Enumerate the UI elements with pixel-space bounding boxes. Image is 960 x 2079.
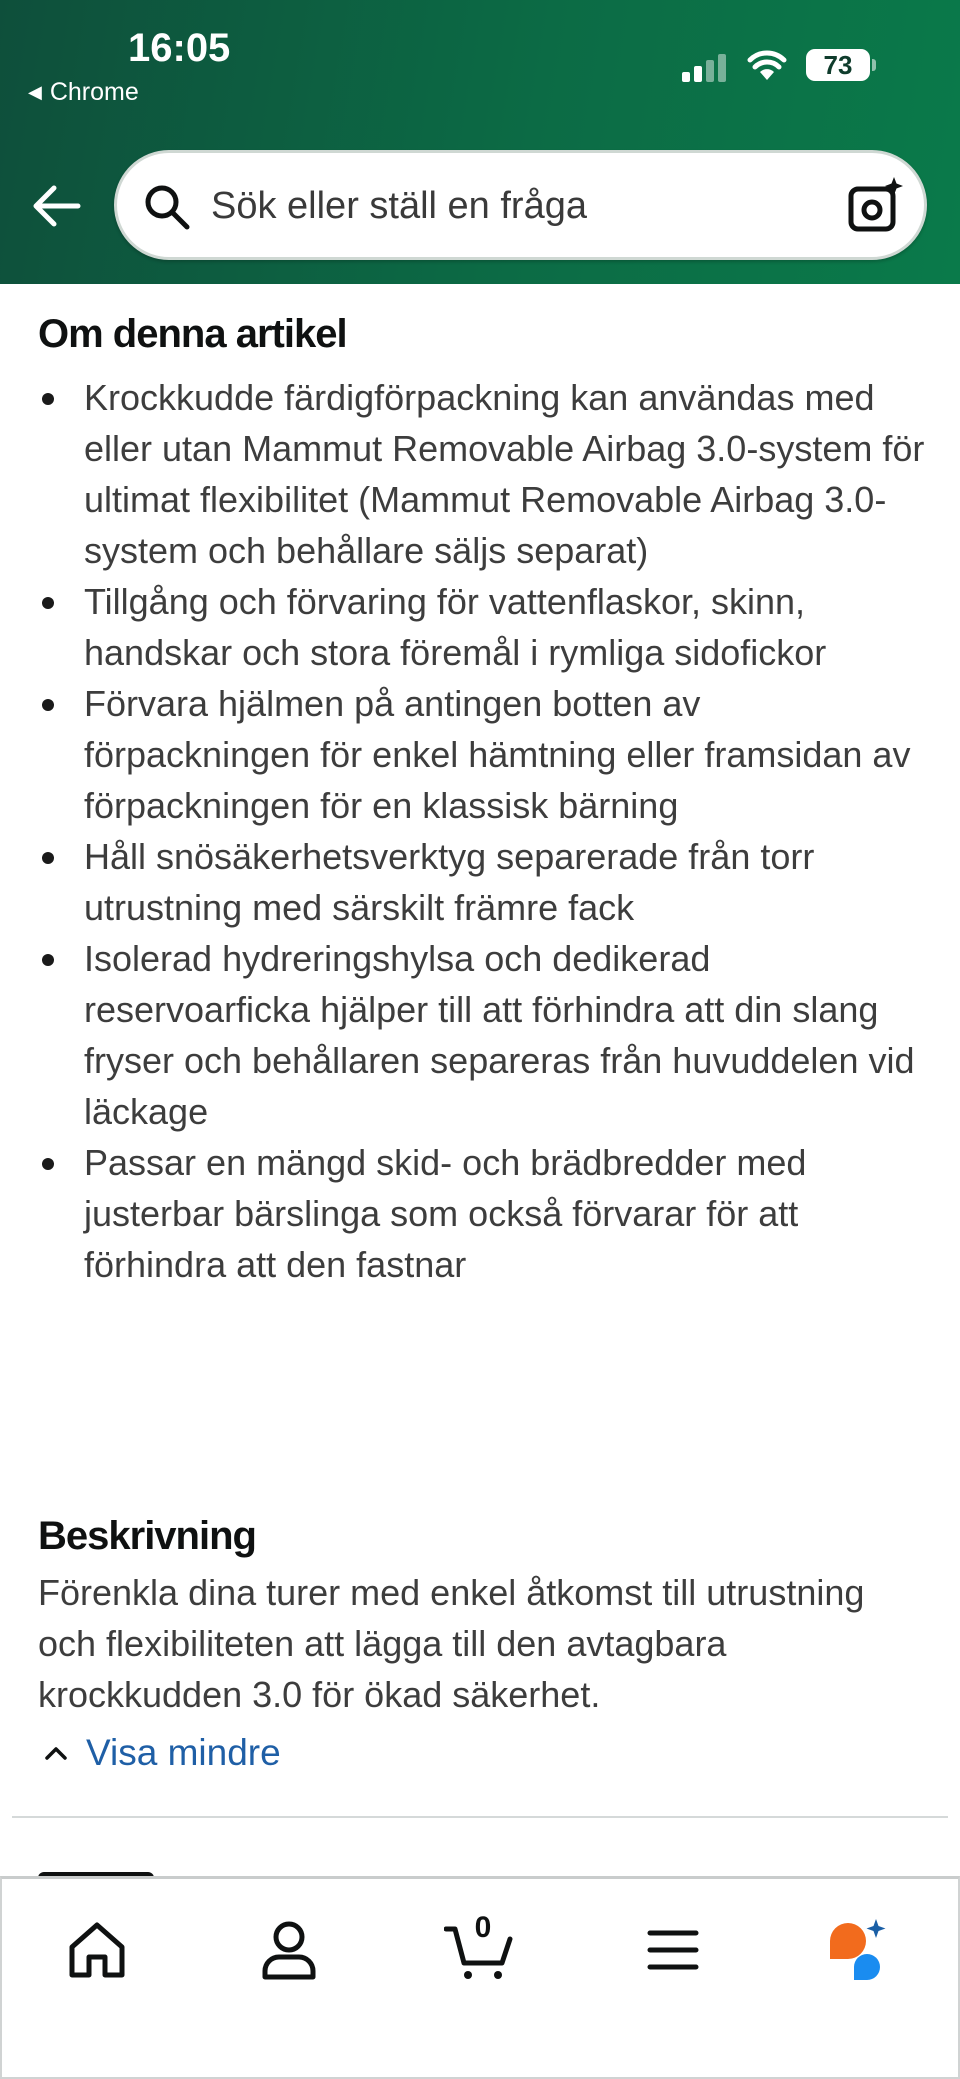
menu-icon — [638, 1915, 708, 1985]
nav-home[interactable] — [62, 1915, 132, 1985]
list-item: Förvara hjälmen på antingen botten av förpackningen för enkel hämtning eller framsidan av förpackningen för en klassisk bärning — [38, 678, 928, 831]
about-bullet-list — [38, 372, 928, 1290]
back-to-app-link[interactable] — [28, 78, 139, 107]
rufus-assistant-icon — [824, 1915, 894, 1985]
battery-nub — [872, 59, 876, 71]
nav-cart[interactable] — [444, 1911, 514, 1985]
chevron-up-icon — [44, 1745, 68, 1761]
cart-count: 0 — [474, 1911, 492, 1944]
back-triangle-icon: ◀ — [28, 82, 42, 102]
wifi-icon — [747, 48, 787, 82]
list-item: Isolerad hydreringshylsa och dedikerad reservoarficka hjälper till att förhindra att din slang fryser och behållaren separeras från huvuddelen vid läckage — [38, 933, 928, 1137]
show-less-button[interactable] — [44, 1728, 281, 1778]
nav-account[interactable] — [254, 1915, 324, 1985]
battery-icon — [806, 49, 870, 81]
bottom-navigation — [0, 1876, 960, 2079]
account-icon — [254, 1915, 324, 1985]
list-item: Krockkudde färdigförpackning kan användas med eller utan Mammut Removable Airbag 3.0-system för ultimat flexibilitet (Mammut Removable Airbag 3.0-system och behållare säljs separat) — [38, 372, 928, 576]
app-header — [0, 0, 960, 284]
battery-level: 73 — [823, 50, 853, 80]
section-divider — [12, 1816, 948, 1818]
back-app-label: Chrome — [49, 78, 139, 106]
nav-assistant[interactable] — [824, 1915, 894, 1985]
list-item: Håll snösäkerhetsverktyg separerade från torr utrustning med särskilt främre fack — [38, 831, 928, 933]
search-icon — [143, 183, 191, 231]
home-icon — [62, 1915, 132, 1985]
list-item: Tillgång och förvaring för vattenflaskor, skinn, handskar och stora föremål i rymliga sidofickor — [38, 576, 928, 678]
about-item-title: Om denna artikel — [38, 312, 347, 356]
cellular-signal-icon — [680, 52, 730, 82]
back-arrow-icon[interactable] — [30, 184, 82, 228]
status-time: 16:05 — [128, 26, 231, 70]
description-title: Beskrivning — [38, 1514, 256, 1558]
show-less-label: Visa mindre — [86, 1732, 281, 1773]
description-text: Förenkla dina turer med enkel åtkomst till utrustning och flexibiliteten att lägga till den avtagbara krockkudden 3.0 för ökad säkerhet. — [38, 1572, 865, 1715]
search-input[interactable] — [211, 175, 801, 237]
list-item: Passar en mängd skid- och brädbredder med justerbar bärslinga som också förvarar för att förhindra att den fastnar — [38, 1137, 928, 1290]
nav-menu[interactable] — [638, 1915, 708, 1985]
search-bar[interactable] — [114, 150, 927, 260]
camera-search-icon[interactable] — [845, 175, 907, 237]
